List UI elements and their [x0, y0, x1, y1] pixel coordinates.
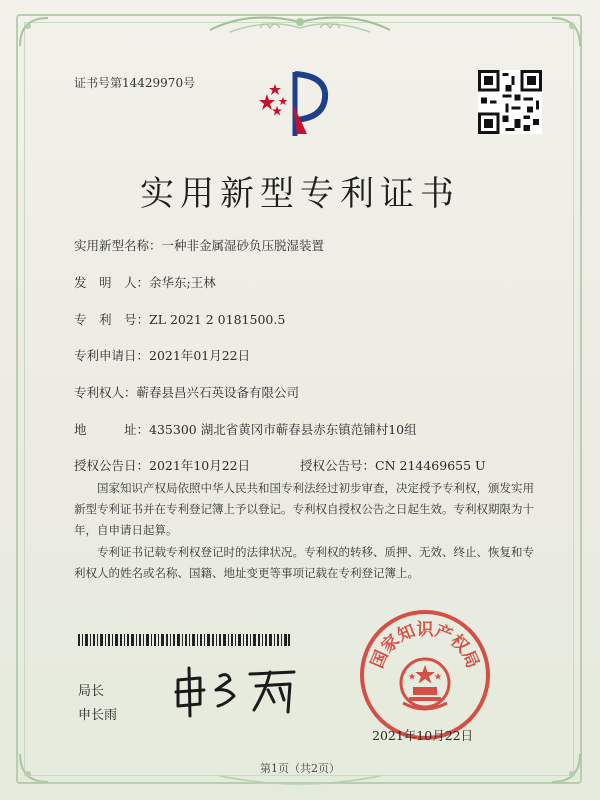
legal-status-paragraph: 专利证书记载专利权登记时的法律状况。专利权的转移、质押、无效、终止、恢复和专利权人的姓名或名称、国籍、地址变更等事项记载在专利登记簿上。	[74, 545, 534, 580]
field-label: 实用新型名称：	[74, 238, 162, 253]
field-value: ZL 2021 2 0181500.5	[149, 312, 286, 327]
field-patent-number	[74, 310, 285, 328]
corner-ornament-icon	[548, 16, 582, 50]
handwritten-signature-icon	[170, 660, 300, 720]
field-label: 专 利 号：	[74, 312, 150, 327]
field-value: 2021年10月22日	[149, 458, 251, 473]
grant-statement-paragraph: 国家知识产权局依照中华人民共和国专利法经过初步审查，决定授予专利权，颁发实用新型专利证书并在专利登记簿上予以登记。专利权自授权公告之日起生效。专利权期限为十年，自申请日起算。	[74, 481, 534, 537]
field-value: 蕲春县昌兴石英设备有限公司	[136, 385, 300, 400]
signatory-title: 局长	[78, 684, 105, 699]
qr-code-icon	[478, 70, 542, 134]
page-number: 第1页（共2页）	[260, 762, 340, 775]
seal-text: 国家知识产权局	[367, 620, 483, 672]
field-value: 2021年01月22日	[149, 348, 251, 363]
top-ornament-icon	[200, 8, 400, 38]
field-value: CN 214469655 U	[375, 458, 486, 473]
official-seal-icon	[357, 607, 493, 743]
field-label: 发 明 人：	[74, 275, 150, 290]
field-label: 授权公告日：	[74, 458, 150, 473]
barcode-icon	[78, 634, 290, 646]
field-grant-number	[300, 456, 486, 474]
certificate-number: 证书号第14429970号	[74, 76, 196, 90]
field-value: 435300 湖北省黄冈市蕲春县赤东镇范铺村10组	[149, 422, 417, 437]
patent-office-logo-icon	[255, 64, 335, 140]
field-value: 余华东;王林	[149, 275, 216, 290]
field-patentee	[74, 383, 299, 401]
field-address	[74, 420, 417, 438]
corner-ornament-icon	[18, 16, 52, 50]
field-label: 专利申请日：	[74, 348, 150, 363]
signatory-name: 申长雨	[78, 708, 118, 723]
field-inventor	[74, 273, 216, 291]
field-value: 一种非金属湿砂负压脱湿装置	[161, 238, 325, 253]
field-filing-date	[74, 346, 250, 364]
field-grant-date	[74, 456, 250, 474]
certificate-title: 实用新型专利证书	[140, 174, 460, 214]
field-label: 专利权人：	[74, 385, 137, 400]
field-label: 授权公告号：	[300, 458, 376, 473]
seal-date: 2021年10月22日	[372, 728, 474, 743]
field-utility-model-name	[74, 236, 324, 254]
field-label: 地 址：	[74, 422, 150, 437]
